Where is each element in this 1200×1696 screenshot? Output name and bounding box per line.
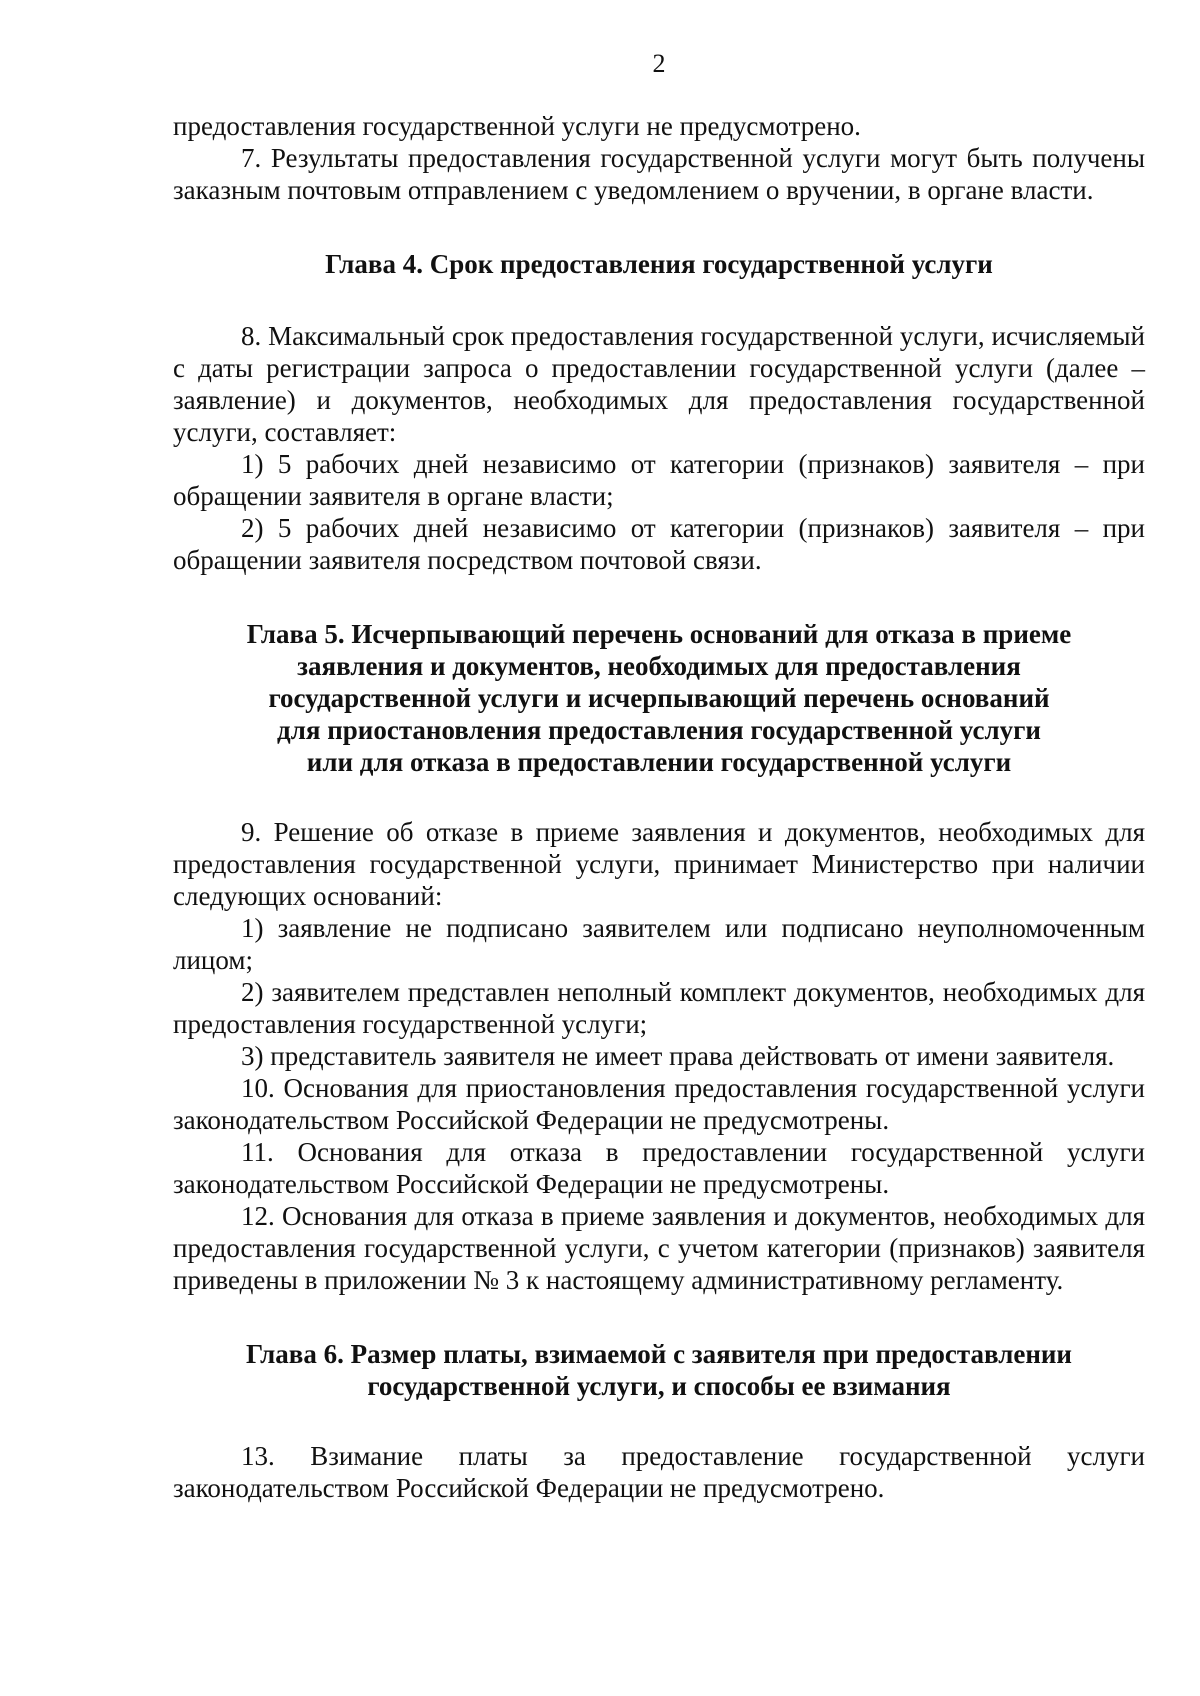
paragraph-13: 13. Взимание платы за предоставление государственной услуги законодательством Российской Федерации не предусмотрено.: [173, 1441, 1145, 1503]
paragraph-10: 10. Основания для приостановления предоставления государственной услуги законодательством Российской Федерации не предусмотрены.: [173, 1073, 1145, 1135]
chapter-4-heading: Глава 4. Срок предоставления государственной услуги: [325, 249, 993, 279]
chapter-5-heading-line: государственной услуги и исчерпывающий перечень оснований: [268, 683, 1050, 713]
document-body: [173, 110, 1145, 1504]
chapter-6-heading: [173, 1338, 1145, 1402]
paragraph-8: 8. Максимальный срок предоставления государственной услуги, исчисляемый с даты регистрации запроса о предоставлении государственной услуги (далее – заявление) и документов, необходимых для предоставления государственной услуги, составляет:: [173, 321, 1145, 447]
paragraph-9-item-3: 3) представитель заявителя не имеет права действовать от имени заявителя.: [241, 1041, 1115, 1071]
page-number: 2: [652, 49, 666, 78]
chapter-5-heading-line: Глава 5. Исчерпывающий перечень оснований для отказа в приеме: [246, 619, 1072, 649]
paragraph-12: 12. Основания для отказа в приеме заявления и документов, необходимых для предоставления государственной услуги, с учетом категории (признаков) заявителя приведены в приложении № 3 к настоящему административному регламенту.: [173, 1201, 1145, 1295]
chapter-5-heading-line: для приостановления предоставления государственной услуги: [277, 715, 1041, 745]
chapter-6-heading-line: государственной услуги, и способы ее взимания: [367, 1371, 951, 1401]
paragraph-11: 11. Основания для отказа в предоставлении государственной услуги законодательством Российской Федерации не предусмотрены.: [173, 1137, 1145, 1199]
paragraph-7: 7. Результаты предоставления государственной услуги могут быть получены заказным почтовым отправлением с уведомлением о вручении, в органе власти.: [173, 143, 1145, 205]
chapter-5-heading-line: заявления и документов, необходимых для предоставления: [297, 651, 1021, 681]
chapter-5-heading-line: или для отказа в предоставлении государственной услуги: [306, 747, 1012, 777]
paragraph-9-item-1: 1) заявление не подписано заявителем или подписано неуполномоченным лицом;: [173, 913, 1145, 975]
chapter-6-heading-line: Глава 6. Размер платы, взимаемой с заявителя при предоставлении: [245, 1339, 1072, 1369]
paragraph-9-item-2: 2) заявителем представлен неполный комплект документов, необходимых для предоставления государственной услуги;: [173, 977, 1145, 1039]
paragraph-9: 9. Решение об отказе в приеме заявления и документов, необходимых для предоставления государственной услуги, принимает Министерство при наличии следующих оснований:: [173, 817, 1145, 911]
paragraph-8-item-2: 2) 5 рабочих дней независимо от категории (признаков) заявителя – при обращении заявителя посредством почтовой связи.: [173, 513, 1145, 575]
chapter-5-heading: [173, 618, 1145, 778]
paragraph-continuation: предоставления государственной услуги не предусмотрено.: [173, 111, 861, 141]
paragraph-8-item-1: 1) 5 рабочих дней независимо от категории (признаков) заявителя – при обращении заявителя в органе власти;: [173, 449, 1145, 511]
